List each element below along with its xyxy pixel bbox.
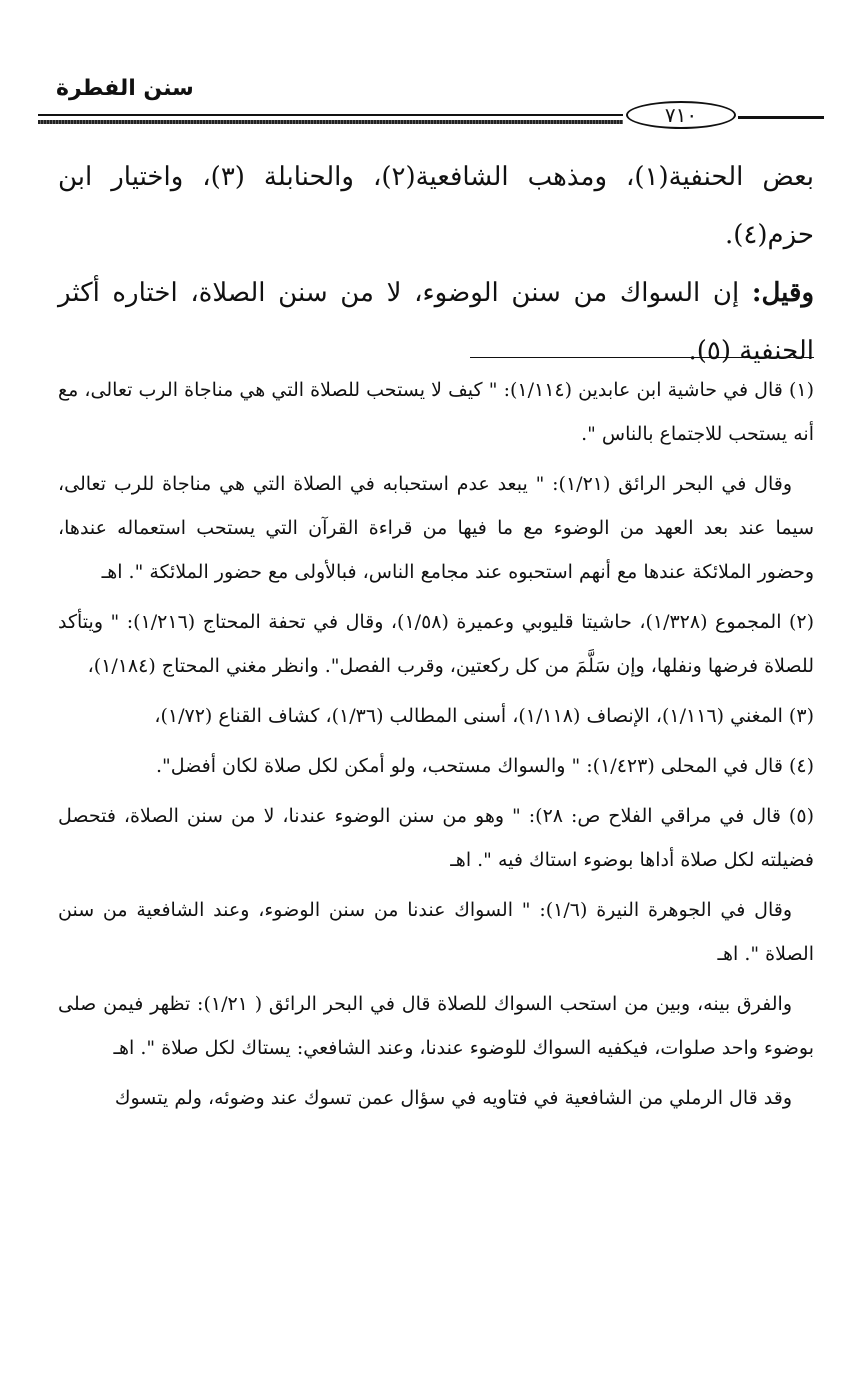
header-rule-pattern (38, 120, 623, 124)
page-header (38, 68, 824, 132)
paragraph-1: بعض الحنفية(١)، ومذهب الشافعية(٢)، والحنابلة (٣)، واختيار ابن حزم(٤). (58, 162, 814, 250)
footnotes (58, 368, 814, 1126)
footnote-2: (٢) المجموع (١/٣٢٨)، حاشيتا قليوبي وعميرة (١/٥٨)، وقال في تحفة المحتاج (١/٢١٦): " ويتأكد للصلاة فرضها ونفلها، وإن سَلَّمَ من كل ركعتين، وقرب الفصل". وانظر مغني المحتاج (١/١٨٤)، (58, 611, 815, 677)
footnote-1: (١) قال في حاشية ابن عابدين (١/١١٤): " كيف لا يستحب للصلاة التي هي مناجاة الرب تعالى، مع أنه يستحب للاجتماع بالناس ". (58, 379, 815, 445)
header-rule (38, 114, 623, 116)
paragraph-2-rest: إن السواك من سنن الوضوء، لا من سنن الصلاة، اختاره أكثر الحنفية (٥). (58, 278, 814, 366)
page-number: ٧١٠ (626, 101, 736, 129)
footnote-5-continuation-1: وقال في الجوهرة النيرة (١/٦): " السواك عندنا من سنن الوضوء، وعند الشافعية من سنن الصلاة ". اهـ (58, 899, 814, 965)
running-title: سنن الفطرة (56, 76, 194, 101)
footnote-4: (٤) قال في المحلى (١/٤٢٣): " والسواك مستحب، ولو أمكن لكل صلاة لكان أفضل". (156, 755, 814, 777)
footnote-1-continuation: وقال في البحر الرائق (١/٢١): " يبعد عدم استحبابه في الصلاة التي هي مناجاة للرب تعالى، سيما عند بعد العهد من الوضوء مع ما فيها من قراءة القرآن التي يستحب استعماله عندها، وحضور الملائكة عندها مع أنهم استحبوه عند مجامع الناس، فبالأولى مع حضور الملائكة ". اهـ (58, 473, 814, 583)
footnote-5-continuation-2: والفرق بينه، وبين من استحب السواك للصلاة قال في البحر الرائق ( ١/٢١): تظهر فيمن صلى بوضوء واحد صلوات، فيكفيه السواك للوضوء عندنا، وعند الشافعي: يستاك لكل صلاة ". اهـ (58, 993, 814, 1059)
footnote-divider (470, 357, 814, 358)
paragraph-2-lead: وقيل: (751, 278, 814, 308)
footnote-3: (٣) المغني (١/١١٦)، الإنصاف (١/١١٨)، أسنى المطالب (١/٣٦)، كشاف القناع (١/٧٢)، (154, 705, 814, 727)
main-text (58, 148, 814, 380)
footnote-5-continuation-3: وقد قال الرملي من الشافعية في فتاويه في سؤال عمن تسوك عند وضوئه، ولم يتسوك (114, 1087, 792, 1109)
paragraph-2 (58, 264, 814, 380)
footnote-5: (٥) قال في مراقي الفلاح ص: ٢٨): " وهو من سنن الوضوء عندنا، لا من سنن الصلاة، فتحصل فضيلته لكل صلاة أداها بوضوء استاك فيه ". اهـ (58, 805, 814, 871)
header-rule-right (738, 116, 824, 119)
